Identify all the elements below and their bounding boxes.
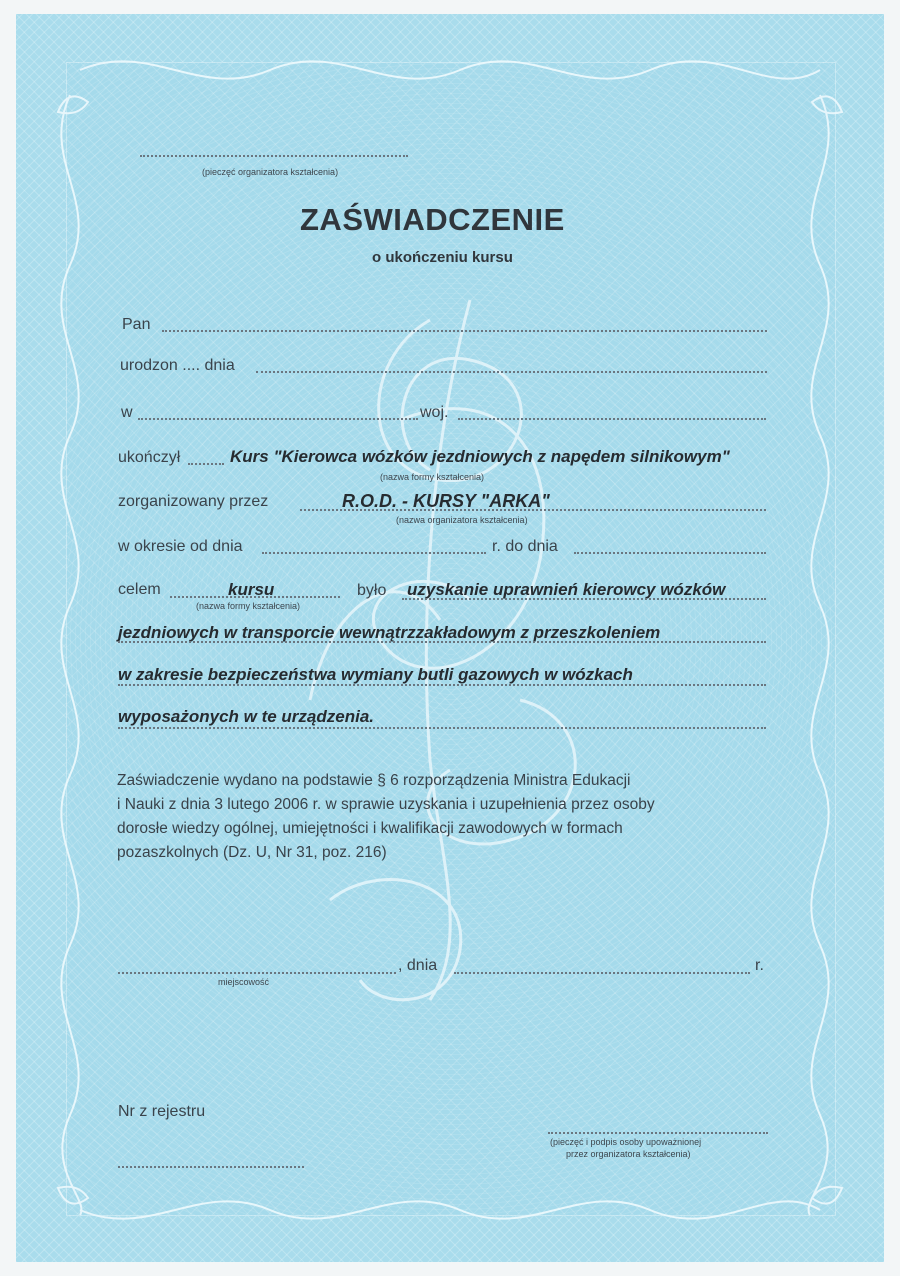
course-caption: (nazwa formy kształcenia) — [380, 472, 485, 482]
goal-text-line-2: jezdniowych w transporcie wewnątrzzakładowym z przeszkoleniem — [118, 623, 661, 642]
goal-caption: (nazwa formy kształcenia) — [196, 601, 301, 611]
period-to-label: r. do dnia — [492, 538, 558, 555]
document-title: ZAŚWIADCZENIE — [300, 202, 565, 237]
birth-date-label: urodzon .... dnia — [120, 357, 235, 374]
period-from-line — [262, 552, 486, 554]
birth-date-line — [256, 371, 767, 373]
goal-line-1 — [402, 598, 766, 600]
goal-text-line-1: uzyskanie uprawnień kierowcy wózków — [407, 580, 726, 599]
signature-caption-1: (pieczęć i podpis osoby upoważnionej — [550, 1137, 702, 1147]
completed-label: ukończył — [118, 449, 181, 466]
course-name: Kurs "Kierowca wózków jezdniowych z napędem silnikowym" — [230, 447, 730, 466]
organizer-label: zorganizowany przez — [118, 493, 269, 510]
period-to-line — [574, 552, 766, 554]
date-line — [454, 972, 750, 974]
goal-text-line-3: w zakresie bezpieczeństwa wymiany butli gazowych w wózkach — [118, 665, 633, 684]
voivodeship-label: woj. — [420, 404, 449, 421]
organizer-name: R.O.D. - KURSY "ARKA" — [342, 491, 550, 511]
stamp-line — [140, 155, 408, 157]
legal-line-4: pozaszkolnych (Dz. U, Nr 31, poz. 216) — [117, 844, 387, 861]
document-subtitle: o ukończeniu kursu — [372, 249, 513, 266]
signature-line — [548, 1132, 768, 1134]
was-label: było — [357, 582, 387, 599]
name-field-line — [162, 330, 767, 332]
date-label: , dnia — [398, 957, 438, 974]
goal-value: kursu — [228, 580, 275, 599]
pan-label: Pan — [122, 316, 151, 333]
goal-line-3 — [118, 684, 766, 686]
signature-caption-2: przez organizatora kształcenia) — [566, 1149, 691, 1159]
place-line — [118, 972, 396, 974]
place-caption: miejscowość — [218, 977, 270, 987]
goal-label: celem — [118, 581, 161, 598]
completed-dots — [188, 463, 224, 465]
birth-place-line — [138, 418, 418, 420]
year-suffix: r. — [755, 957, 764, 974]
period-from-label: w okresie od dnia — [118, 538, 243, 555]
legal-line-3: dorosłe wiedzy ogólnej, umiejętności i kwalifikacji zawodowych w formach — [117, 820, 623, 837]
voivodeship-line — [458, 418, 766, 420]
goal-line-2 — [118, 641, 766, 643]
stamp-caption: (pieczęć organizatora kształcenia) — [202, 167, 339, 177]
birth-place-label: w — [121, 404, 133, 421]
legal-line-2: i Nauki z dnia 3 lutego 2006 r. w sprawie uzyskania i uzupełnienia przez osoby — [117, 796, 655, 813]
legal-line-1: Zaświadczenie wydano na podstawie § 6 rozporządzenia Ministra Edukacji — [117, 772, 631, 789]
goal-line-4 — [118, 727, 766, 729]
register-label: Nr z rejestru — [118, 1103, 206, 1120]
organizer-caption: (nazwa organizatora kształcenia) — [396, 515, 528, 525]
goal-text-line-4: wyposażonych w te urządzenia. — [118, 707, 375, 726]
register-line — [118, 1166, 304, 1168]
